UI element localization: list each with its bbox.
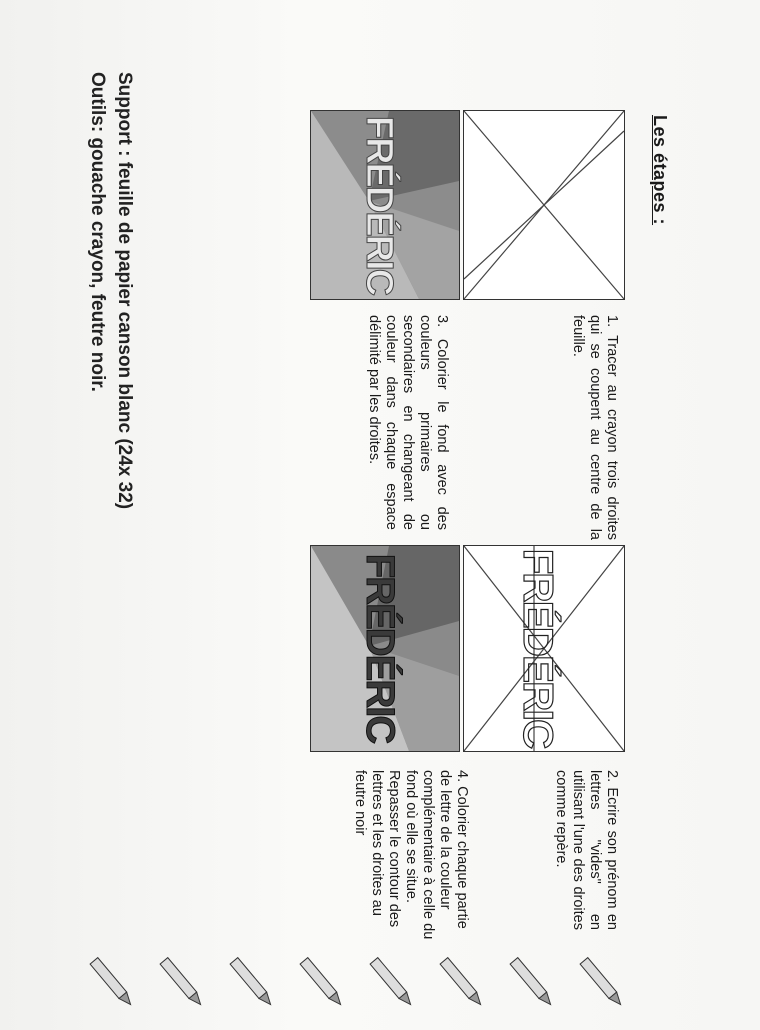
section-title: Les étapes : <box>650 115 670 226</box>
step4-text: 4. Colorier chaque partie de lettre de la couleur complémentaire à celle du fond où elle se situe. Repasser le contour des lettres et les droites au feutre noir <box>352 770 470 940</box>
step4-illustration <box>310 545 460 752</box>
tools-line: Outils: gouache crayon, feutre noir. <box>87 72 108 392</box>
step3-text: 3. Colorier le fond avec des couleurs primaires ou secondaires en changeant de couleur dans chaque espace délimité par les droites. <box>366 315 450 530</box>
support-line: Support : feuille de papier canson blanc (24x 32) <box>114 72 135 510</box>
pencil-icon <box>90 958 134 1008</box>
pencil-icon <box>370 958 414 1008</box>
step1-illustration <box>463 110 625 300</box>
step2-text: 2. Ecrire son prénom en lettres "vides" en utilisant l'une des droites comme repère. <box>553 770 620 930</box>
step3-illustration <box>310 110 460 300</box>
pencil-icon <box>300 958 344 1008</box>
step4-outline-instruction: Repasser le contour des lettres et les droites au feutre noir <box>352 770 402 928</box>
pencil-icon <box>510 958 554 1008</box>
step2-name-letters: FRÉDÉRIC <box>515 548 562 748</box>
step3-name-letters: FRÉDÉRIC <box>358 115 400 295</box>
pencil-icons <box>60 950 640 1020</box>
pencil-icon <box>160 958 204 1008</box>
pencil-icon <box>440 958 484 1008</box>
step4-name-letters: FRÉDÉRIC <box>358 553 402 743</box>
step1-text: 1. Tracer au crayon trois droites qui se coupent au centre de la feuille. <box>570 315 620 540</box>
step2-illustration <box>463 545 625 752</box>
pencil-icon <box>230 958 274 1008</box>
pencil-icon <box>580 958 624 1008</box>
